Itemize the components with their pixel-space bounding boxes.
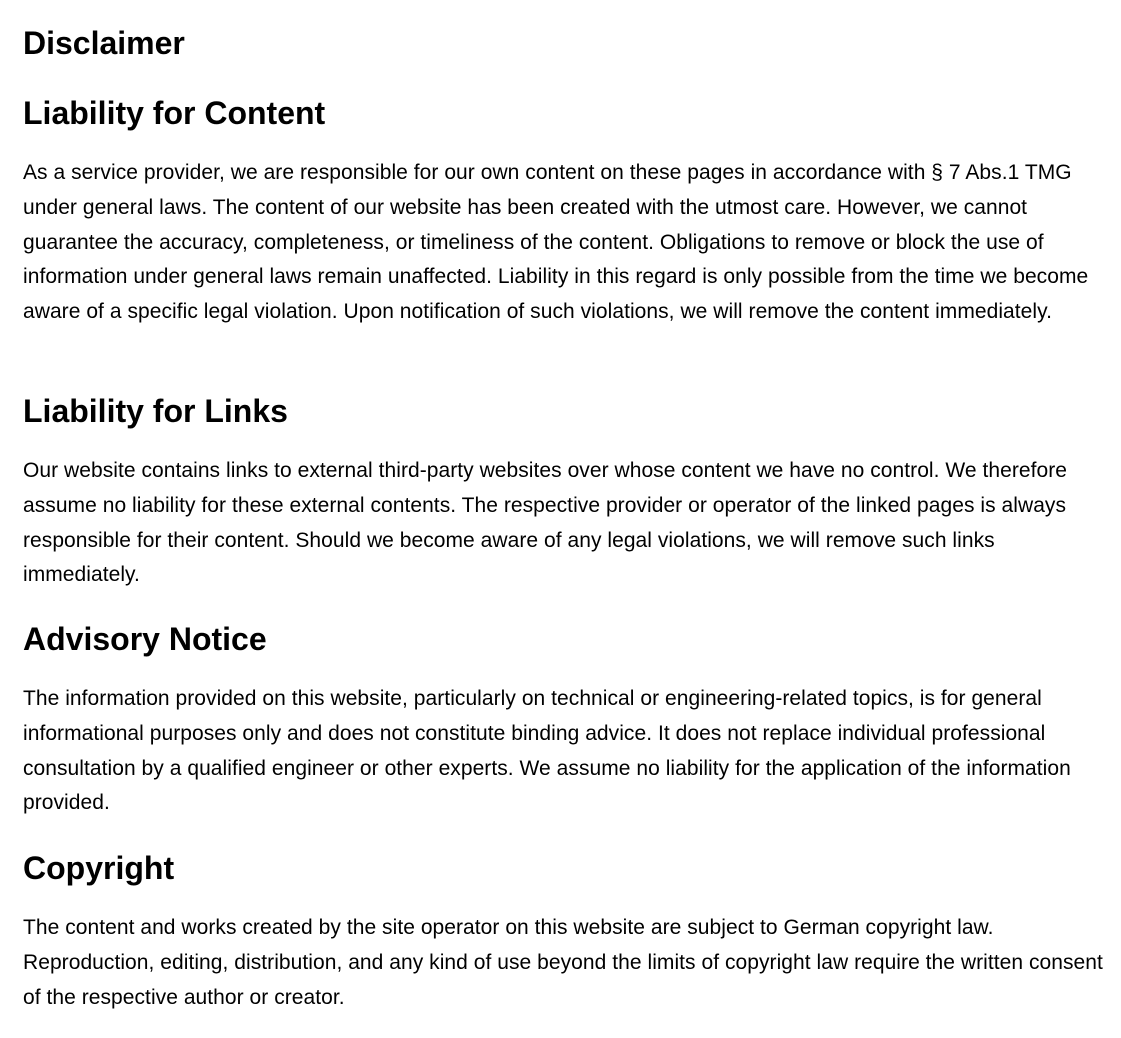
section-liability-content bbox=[23, 92, 1111, 324]
section-heading: Advisory Notice bbox=[23, 621, 267, 657]
page-title: Disclaimer bbox=[23, 25, 185, 61]
section-liability-links bbox=[23, 390, 1111, 587]
section-copyright bbox=[23, 847, 1111, 1009]
section-body: The information provided on this website, particularly on technical or engineering-related topics, is for general informational purposes only and does not constitute binding advice. It does not replace individual professional consultation by a qualified engineer or other experts. We assume no liability for the application of the information provided. bbox=[23, 687, 1071, 815]
section-advisory-notice bbox=[23, 618, 1111, 815]
section-body: Our website contains links to external third-party websites over whose content we have no control. We therefore assume no liability for these external contents. The respective provider or operator of the linked pages is always responsible for their content. Should we become aware of any legal violations, we will remove such links immediately. bbox=[23, 459, 1068, 587]
section-heading: Copyright bbox=[23, 850, 175, 886]
section-heading: Liability for Links bbox=[23, 393, 288, 429]
section-body: As a service provider, we are responsible for our own content on these pages in accordance with § 7 Abs.1 TMG under general laws. The content of our website has been created with the utmost care. However, we cannot guarantee the accuracy, completeness, or timeliness of the content. Obligations to remove or block the use of information under general laws remain unaffected. Liability in this regard is only possible from the time we become aware of a specific legal violation. Upon notification of such violations, we will remove the content immediately. bbox=[23, 161, 1089, 324]
section-heading: Liability for Content bbox=[23, 95, 326, 131]
section-body: The content and works created by the site operator on this website are subject to German copyright law. Reproduction, editing, distribution, and any kind of use beyond the limits of copyright law require the written consent of the respective author or creator. bbox=[23, 916, 1103, 1009]
